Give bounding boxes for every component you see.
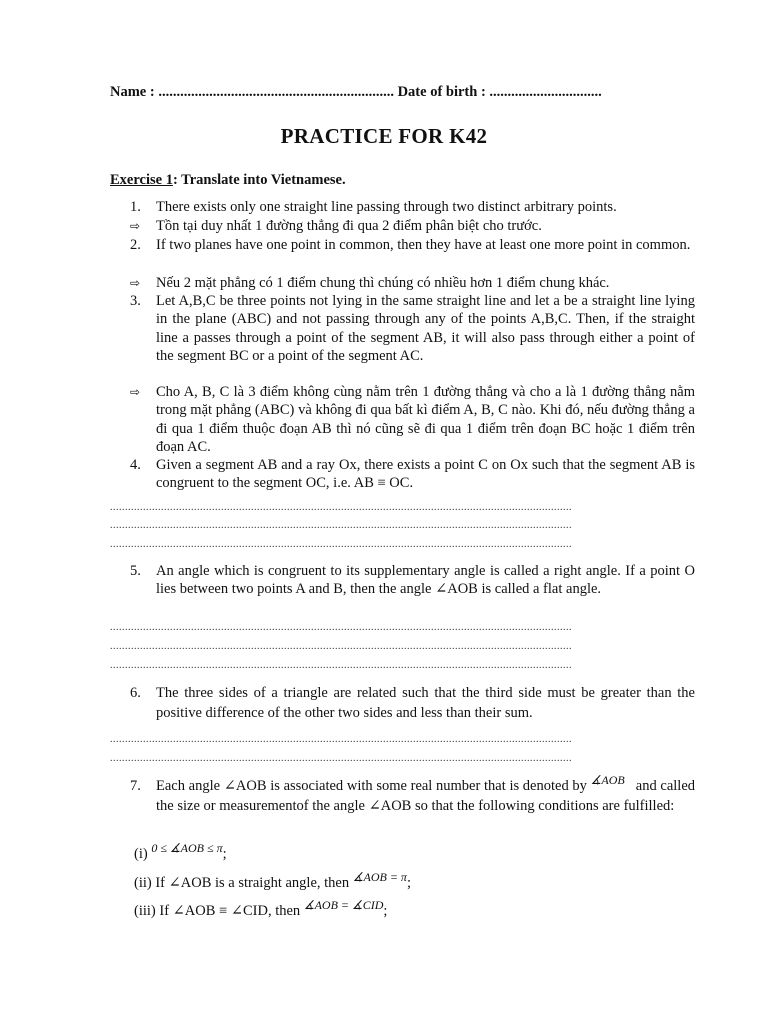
list-item: [110, 292, 695, 365]
list-item: [110, 236, 695, 254]
item-number: 4.: [130, 457, 141, 473]
exercise-instruction: : Translate into Vietnamese.: [172, 172, 346, 188]
condition-line: [134, 841, 227, 863]
list-item: [110, 198, 695, 216]
item-text: Tồn tại duy nhất 1 đường thẳng đi qua 2 điểm phân biệt cho trước.: [156, 218, 542, 234]
dob-label: Date of birth :: [393, 84, 490, 100]
condition-formula: ∡AOB = ∡CID: [303, 898, 384, 912]
answer-line: ..........................................................................................................................................................: [110, 520, 572, 531]
answer-line: ..........................................................................................................................................................: [110, 641, 572, 652]
item-number: 3.: [130, 293, 141, 309]
item-text: If two planes have one point in common, then they have at least one more point in common.: [156, 237, 691, 253]
condition-line: [134, 870, 411, 892]
item-text: The three sides of a triangle are related such that the third side must be greater than the positive difference of the other two sides and less than their sum.: [156, 685, 695, 721]
list-item: [110, 773, 696, 816]
arrow-icon: ⇨: [130, 385, 141, 399]
condition-prefix: (ii) If ∠AOB is a straight angle, then: [134, 875, 353, 891]
exercise-heading: [110, 172, 346, 189]
answer-line: ..........................................................................................................................................................: [110, 734, 572, 745]
item-number: 1.: [130, 199, 141, 215]
list-item: [110, 456, 695, 493]
condition-suffix: ;: [383, 903, 388, 919]
list-item: [110, 562, 695, 599]
list-item: [110, 383, 695, 456]
item-text: [156, 773, 696, 816]
answer-line: ..........................................................................................................................................................: [110, 502, 572, 513]
answer-line: ..........................................................................................................................................................: [110, 753, 572, 764]
item-text-part: Each angle ∠AOB is associated with some real number that is denoted by: [156, 778, 587, 794]
condition-formula: ∡AOB = π: [352, 870, 407, 884]
item-text: An angle which is congruent to its supplementary angle is called a right angle. If a point O lies between two points A and B, then the angle ∠AOB is called a flat angle.: [156, 563, 695, 598]
item-text: Let A,B,C be three points not lying in the same straight line and let a be a straight line lying in the plane (ABC) and not passing through any of the points A,B,C. Then, if the straight line a passes through a point of the segment AB, it will also pass through either a point of the segment BC or a point of the segment AC.: [156, 293, 695, 364]
condition-suffix: ;: [406, 875, 411, 891]
answer-line: ..........................................................................................................................................................: [110, 622, 572, 633]
condition-line: [134, 898, 388, 920]
item-number: 6.: [130, 685, 141, 701]
arrow-icon: ⇨: [130, 276, 141, 290]
answer-line: ..........................................................................................................................................................: [110, 539, 572, 550]
arrow-icon: ⇨: [130, 219, 141, 233]
angle-measure-symbol: ∡AOB: [590, 773, 625, 787]
exercise-label: Exercise 1: [110, 172, 173, 188]
answer-line: ..........................................................................................................................................................: [110, 660, 572, 671]
item-number: 5.: [130, 563, 141, 579]
item-text: There exists only one straight line passing through two distinct arbitrary points.: [156, 199, 617, 215]
item-text-part: and called the size or measurementof the angle ∠AOB so that the following conditions are fulfilled:: [156, 778, 696, 814]
student-info-line: [110, 84, 710, 101]
condition-prefix: (iii) If ∠AOB ≡ ∠CID, then: [134, 903, 304, 919]
condition-formula: 0 ≤ ∡AOB ≤ π: [151, 841, 223, 855]
list-item: [110, 274, 695, 292]
name-label: Name :: [110, 84, 159, 100]
name-blank: .................................................................: [158, 84, 394, 100]
item-text: Cho A, B, C là 3 điểm không cùng nằm trên 1 đường thẳng và cho a là 1 đường thẳng nằm trong mặt phẳng (ABC) và không đi qua bất kì điểm A, B, C nào. Khi đó, nếu đường thẳng a đi qua 1 điểm thuộc đoạn AB thì nó cũng sẽ đi qua 1 điểm trên đoạn BC hoặc 1 điểm trên đoạn AC.: [156, 384, 695, 455]
dob-blank: ...............................: [489, 84, 602, 100]
item-text: Given a segment AB and a ray Ox, there exists a point C on Ox such that the segment AB is congruent to the segment OC, i.e. AB ≡ OC.: [156, 457, 695, 492]
page-title: PRACTICE FOR K42: [280, 124, 488, 148]
condition-suffix: ;: [222, 846, 227, 862]
list-item: [110, 683, 695, 723]
list-item: [110, 217, 695, 235]
item-number: 7.: [130, 778, 141, 794]
condition-prefix: (i): [134, 846, 152, 862]
item-number: 2.: [130, 237, 141, 253]
item-text: Nếu 2 mặt phẳng có 1 điểm chung thì chúng có nhiều hơn 1 điểm chung khác.: [156, 275, 610, 291]
